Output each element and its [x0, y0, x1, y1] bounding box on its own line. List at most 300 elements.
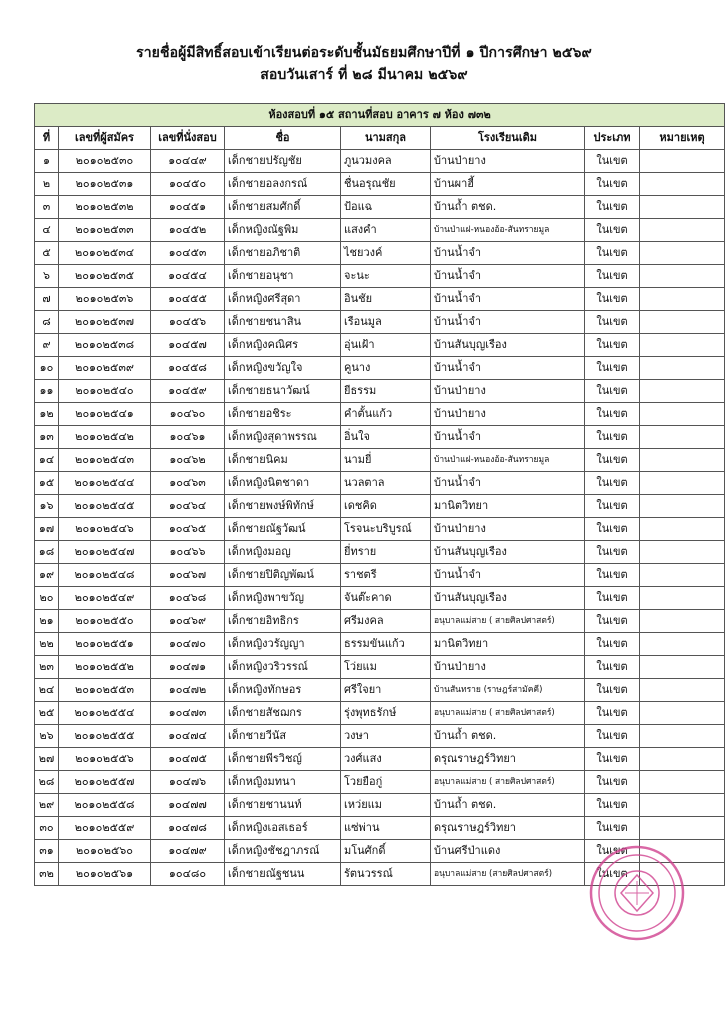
cell-candidate-type: ในเขต [585, 288, 640, 311]
cell-row-number: ๒๑ [35, 610, 59, 633]
table-row [35, 863, 725, 886]
document-header [0, 42, 728, 86]
cell-row-number: ๒๖ [35, 725, 59, 748]
cell-surname: ศรีใจยา [341, 679, 431, 702]
table-row [35, 679, 725, 702]
table-row [35, 196, 725, 219]
cell-surname: นวลตาล [341, 472, 431, 495]
cell-surname: ป้อแฉ [341, 196, 431, 219]
cell-seat-number: ๑๐๔๕๘ [151, 357, 225, 380]
cell-candidate-type: ในเขต [585, 380, 640, 403]
cell-candidate-type: ในเขต [585, 449, 640, 472]
cell-applicant-number: ๒๐๑๐๒๕๔๔ [59, 472, 151, 495]
table-row [35, 173, 725, 196]
cell-previous-school: บ้านน้ำจำ [431, 311, 585, 334]
cell-remark [640, 242, 725, 265]
cell-surname: ชื่นอรุณชัย [341, 173, 431, 196]
cell-previous-school: บ้านน้ำจำ [431, 288, 585, 311]
cell-remark [640, 403, 725, 426]
cell-seat-number: ๑๐๔๗๗ [151, 794, 225, 817]
cell-row-number: ๑๙ [35, 564, 59, 587]
cell-seat-number: ๑๐๔๗๓ [151, 702, 225, 725]
cell-remark [640, 173, 725, 196]
cell-seat-number: ๑๐๔๗๐ [151, 633, 225, 656]
cell-previous-school: บ้านน้ำจำ [431, 242, 585, 265]
cell-applicant-number: ๒๐๑๐๒๕๕๐ [59, 610, 151, 633]
cell-row-number: ๒๙ [35, 794, 59, 817]
cell-remark [640, 311, 725, 334]
cell-row-number: ๑๘ [35, 541, 59, 564]
title-line-2: สอบวันเสาร์ ที่ ๒๘ มีนาคม ๒๕๖๙ [260, 67, 468, 83]
cell-row-number: ๗ [35, 288, 59, 311]
cell-candidate-type: ในเขต [585, 219, 640, 242]
cell-surname: นามยี่ [341, 449, 431, 472]
cell-surname: เรือนมูล [341, 311, 431, 334]
cell-remark [640, 380, 725, 403]
cell-surname: โว่ยแม [341, 656, 431, 679]
cell-previous-school: ดรุณราษฎร์วิทยา [431, 817, 585, 840]
cell-seat-number: ๑๐๔๕๑ [151, 196, 225, 219]
table-row [35, 219, 725, 242]
cell-row-number: ๑๗ [35, 518, 59, 541]
cell-remark [640, 794, 725, 817]
col-header-surname: นามสกุล [341, 127, 431, 150]
cell-candidate-type: ในเขต [585, 840, 640, 863]
cell-seat-number: ๑๐๔๖๖ [151, 541, 225, 564]
cell-candidate-type: ในเขต [585, 426, 640, 449]
cell-first-name: เด็กชายสมศักดิ์ [225, 196, 341, 219]
cell-previous-school: มานิตวิทยา [431, 495, 585, 518]
cell-applicant-number: ๒๐๑๐๒๕๔๘ [59, 564, 151, 587]
table-row [35, 840, 725, 863]
candidate-table [34, 103, 725, 886]
cell-candidate-type: ในเขต [585, 679, 640, 702]
cell-surname: แซ่พ่าน [341, 817, 431, 840]
table-row [35, 656, 725, 679]
cell-first-name: เด็กหญิงคณิศร [225, 334, 341, 357]
table-row [35, 357, 725, 380]
cell-first-name: เด็กชายณัฐชนน [225, 863, 341, 886]
cell-candidate-type: ในเขต [585, 173, 640, 196]
column-header-row [35, 127, 725, 150]
cell-previous-school: บ้านป่ายาง [431, 150, 585, 173]
cell-seat-number: ๑๐๔๗๘ [151, 817, 225, 840]
cell-row-number: ๓๐ [35, 817, 59, 840]
col-header-school: โรงเรียนเดิม [431, 127, 585, 150]
cell-seat-number: ๑๐๔๖๒ [151, 449, 225, 472]
cell-seat-number: ๑๐๔๗๙ [151, 840, 225, 863]
cell-surname: โวยยือกู่ [341, 771, 431, 794]
cell-remark [640, 587, 725, 610]
cell-row-number: ๒๐ [35, 587, 59, 610]
cell-remark [640, 541, 725, 564]
table-row [35, 150, 725, 173]
cell-remark [640, 288, 725, 311]
cell-previous-school: บ้านน้ำจำ [431, 426, 585, 449]
cell-candidate-type: ในเขต [585, 242, 640, 265]
cell-applicant-number: ๒๐๑๐๒๕๓๖ [59, 288, 151, 311]
cell-applicant-number: ๒๐๑๐๒๕๖๐ [59, 840, 151, 863]
cell-candidate-type: ในเขต [585, 541, 640, 564]
table-row [35, 403, 725, 426]
cell-seat-number: ๑๐๔๕๐ [151, 173, 225, 196]
table-row [35, 748, 725, 771]
cell-row-number: ๒๒ [35, 633, 59, 656]
cell-row-number: ๖ [35, 265, 59, 288]
cell-first-name: เด็กชายชานนท์ [225, 794, 341, 817]
cell-first-name: เด็กชายปิติญพัฒน์ [225, 564, 341, 587]
cell-previous-school: อนุบาลแม่สาย ( สายศิลปศาสตร์) [431, 771, 585, 794]
table-row [35, 794, 725, 817]
cell-row-number: ๑๐ [35, 357, 59, 380]
cell-seat-number: ๑๐๔๖๐ [151, 403, 225, 426]
cell-applicant-number: ๒๐๑๐๒๕๔๒ [59, 426, 151, 449]
cell-surname: วงศ์แสง [341, 748, 431, 771]
cell-previous-school: อนุบาลแม่สาย ( สายศิลปศาสตร์) [431, 702, 585, 725]
cell-candidate-type: ในเขต [585, 817, 640, 840]
cell-surname: ธรรมขันแก้ว [341, 633, 431, 656]
cell-surname: จันต๊ะคาด [341, 587, 431, 610]
cell-remark [640, 472, 725, 495]
table-row [35, 771, 725, 794]
col-header-seat-no: เลขที่นั่งสอบ [151, 127, 225, 150]
cell-first-name: เด็กชายสัชฌกร [225, 702, 341, 725]
cell-previous-school: บ้านป่ายาง [431, 518, 585, 541]
cell-seat-number: ๑๐๔๗๑ [151, 656, 225, 679]
cell-row-number: ๙ [35, 334, 59, 357]
cell-row-number: ๓๒ [35, 863, 59, 886]
cell-first-name: เด็กหญิงพาขวัญ [225, 587, 341, 610]
cell-remark [640, 265, 725, 288]
cell-remark [640, 495, 725, 518]
cell-previous-school: บ้านป่าแฝ-หนองอ้อ-สันทรายมูล [431, 449, 585, 472]
table-row [35, 633, 725, 656]
cell-applicant-number: ๒๐๑๐๒๕๕๕ [59, 725, 151, 748]
cell-remark [640, 334, 725, 357]
cell-remark [640, 679, 725, 702]
cell-applicant-number: ๒๐๑๐๒๕๓๑ [59, 173, 151, 196]
cell-candidate-type: ในเขต [585, 702, 640, 725]
cell-row-number: ๑๒ [35, 403, 59, 426]
cell-candidate-type: ในเขต [585, 265, 640, 288]
cell-applicant-number: ๒๐๑๐๒๕๓๔ [59, 242, 151, 265]
cell-applicant-number: ๒๐๑๐๒๕๔๐ [59, 380, 151, 403]
cell-remark [640, 449, 725, 472]
cell-seat-number: ๑๐๔๕๕ [151, 288, 225, 311]
cell-previous-school: บ้านน้ำจำ [431, 564, 585, 587]
cell-candidate-type: ในเขต [585, 357, 640, 380]
table-row [35, 564, 725, 587]
cell-surname: แสงคำ [341, 219, 431, 242]
cell-remark [640, 817, 725, 840]
cell-first-name: เด็กชายชนาสิน [225, 311, 341, 334]
cell-surname: ยีธรรม [341, 380, 431, 403]
title-line-1: รายชื่อผู้มีสิทธิ์สอบเข้าเรียนต่อระดับชั้นมัธยมศึกษาปีที่ ๑ ปีการศึกษา ๒๕๖๙ [136, 45, 592, 61]
cell-previous-school: บ้านถ้ำ ตชด. [431, 794, 585, 817]
cell-first-name: เด็กชายปรัญชัย [225, 150, 341, 173]
cell-candidate-type: ในเขต [585, 587, 640, 610]
cell-candidate-type: ในเขต [585, 472, 640, 495]
cell-surname: อุ่นเฝ้า [341, 334, 431, 357]
cell-surname: คำตั้นแก้ว [341, 403, 431, 426]
cell-row-number: ๘ [35, 311, 59, 334]
cell-row-number: ๓ [35, 196, 59, 219]
col-header-applicant-no: เลขที่ผู้สมัคร [59, 127, 151, 150]
cell-remark [640, 840, 725, 863]
cell-first-name: เด็กหญิงวรัญญา [225, 633, 341, 656]
cell-remark [640, 219, 725, 242]
cell-applicant-number: ๒๐๑๐๒๕๓๗ [59, 311, 151, 334]
cell-seat-number: ๑๐๔๗๔ [151, 725, 225, 748]
cell-seat-number: ๑๐๔๖๘ [151, 587, 225, 610]
cell-surname: จะนะ [341, 265, 431, 288]
table-row [35, 334, 725, 357]
room-header: ห้องสอบที่ ๑๕ สถานที่สอบ อาคาร ๗ ห้อง ๗๓๒ [35, 104, 725, 127]
cell-applicant-number: ๒๐๑๐๒๕๕๗ [59, 771, 151, 794]
cell-first-name: เด็กชายอภิชาติ [225, 242, 341, 265]
cell-first-name: เด็กหญิงสุดาพรรณ [225, 426, 341, 449]
cell-applicant-number: ๒๐๑๐๒๕๓๘ [59, 334, 151, 357]
table-row [35, 449, 725, 472]
cell-row-number: ๒๕ [35, 702, 59, 725]
cell-candidate-type: ในเขต [585, 610, 640, 633]
cell-seat-number: ๑๐๔๕๓ [151, 242, 225, 265]
cell-seat-number: ๑๐๔๖๔ [151, 495, 225, 518]
cell-row-number: ๒ [35, 173, 59, 196]
cell-seat-number: ๑๐๔๕๔ [151, 265, 225, 288]
cell-seat-number: ๑๐๔๕๒ [151, 219, 225, 242]
cell-first-name: เด็กหญิงชัชฎาภรณ์ [225, 840, 341, 863]
cell-surname: เดชคิด [341, 495, 431, 518]
table-row [35, 610, 725, 633]
col-header-type: ประเภท [585, 127, 640, 150]
cell-previous-school: ดรุณราษฎร์วิทยา [431, 748, 585, 771]
cell-applicant-number: ๒๐๑๐๒๕๕๑ [59, 633, 151, 656]
cell-previous-school: อนุบาลแม่สาย ( สายศิลปศาสตร์) [431, 610, 585, 633]
cell-first-name: เด็กชายธนาวัฒน์ [225, 380, 341, 403]
cell-previous-school: บ้านสันบุญเรือง [431, 587, 585, 610]
cell-seat-number: ๑๐๔๕๙ [151, 380, 225, 403]
cell-previous-school: บ้านสันทราย (ราษฎร์สามัคคี) [431, 679, 585, 702]
cell-candidate-type: ในเขต [585, 150, 640, 173]
cell-row-number: ๕ [35, 242, 59, 265]
cell-previous-school: บ้านน้ำจำ [431, 357, 585, 380]
cell-row-number: ๒๓ [35, 656, 59, 679]
table-row [35, 380, 725, 403]
cell-first-name: เด็กชายอนุชา [225, 265, 341, 288]
cell-applicant-number: ๒๐๑๐๒๕๔๙ [59, 587, 151, 610]
cell-first-name: เด็กชายอิทธิกร [225, 610, 341, 633]
cell-seat-number: ๑๐๔๘๐ [151, 863, 225, 886]
cell-seat-number: ๑๐๔๕๖ [151, 311, 225, 334]
cell-applicant-number: ๒๐๑๐๒๕๔๑ [59, 403, 151, 426]
cell-seat-number: ๑๐๔๖๑ [151, 426, 225, 449]
cell-row-number: ๑๓ [35, 426, 59, 449]
cell-first-name: เด็กหญิงมทนา [225, 771, 341, 794]
cell-row-number: ๓๑ [35, 840, 59, 863]
cell-applicant-number: ๒๐๑๐๒๕๕๒ [59, 656, 151, 679]
table-row [35, 817, 725, 840]
cell-row-number: ๑๑ [35, 380, 59, 403]
cell-remark [640, 748, 725, 771]
cell-candidate-type: ในเขต [585, 311, 640, 334]
cell-candidate-type: ในเขต [585, 725, 640, 748]
cell-surname: คูนาง [341, 357, 431, 380]
cell-previous-school: บ้านถ้ำ ตชด. [431, 196, 585, 219]
cell-applicant-number: ๒๐๑๐๒๕๕๔ [59, 702, 151, 725]
cell-previous-school: บ้านน้ำจำ [431, 265, 585, 288]
cell-remark [640, 357, 725, 380]
cell-seat-number: ๑๐๔๔๙ [151, 150, 225, 173]
table-row [35, 242, 725, 265]
cell-first-name: เด็กชายอลงกรณ์ [225, 173, 341, 196]
cell-remark [640, 426, 725, 449]
cell-surname: ศรีมงคล [341, 610, 431, 633]
cell-candidate-type: ในเขต [585, 334, 640, 357]
table-row [35, 725, 725, 748]
cell-row-number: ๑๔ [35, 449, 59, 472]
table-row [35, 541, 725, 564]
col-header-no: ที่ [35, 127, 59, 150]
cell-row-number: ๑๖ [35, 495, 59, 518]
table-row [35, 472, 725, 495]
room-header-row [35, 104, 725, 127]
cell-applicant-number: ๒๐๑๐๒๕๕๙ [59, 817, 151, 840]
cell-candidate-type: ในเขต [585, 863, 640, 886]
cell-candidate-type: ในเขต [585, 518, 640, 541]
table-row [35, 265, 725, 288]
col-header-note: หมายเหตุ [640, 127, 725, 150]
cell-previous-school: บ้านป่ายาง [431, 656, 585, 679]
cell-surname: รัตนวรรณ์ [341, 863, 431, 886]
table-row [35, 587, 725, 610]
cell-first-name: เด็กหญิงเอสเธอร์ [225, 817, 341, 840]
cell-surname: ไชยวงค์ [341, 242, 431, 265]
cell-row-number: ๑ [35, 150, 59, 173]
table-row [35, 518, 725, 541]
cell-applicant-number: ๒๐๑๐๒๕๓๒ [59, 196, 151, 219]
cell-candidate-type: ในเขต [585, 771, 640, 794]
cell-seat-number: ๑๐๔๕๗ [151, 334, 225, 357]
cell-applicant-number: ๒๐๑๐๒๕๕๖ [59, 748, 151, 771]
cell-previous-school: อนุบาลแม่สาย (สายศิลปศาสตร์) [431, 863, 585, 886]
cell-seat-number: ๑๐๔๗๖ [151, 771, 225, 794]
cell-row-number: ๒๗ [35, 748, 59, 771]
cell-first-name: เด็กชายพงษ์พิทักษ์ [225, 495, 341, 518]
table-row [35, 495, 725, 518]
cell-first-name: เด็กหญิงทักษอร [225, 679, 341, 702]
cell-surname: ราชตรี [341, 564, 431, 587]
cell-applicant-number: ๒๐๑๐๒๕๓๓ [59, 219, 151, 242]
cell-seat-number: ๑๐๔๖๕ [151, 518, 225, 541]
cell-candidate-type: ในเขต [585, 794, 640, 817]
cell-surname: อินชัย [341, 288, 431, 311]
cell-remark [640, 771, 725, 794]
cell-first-name: เด็กหญิงวริวรรณ์ [225, 656, 341, 679]
cell-first-name: เด็กหญิงณัฐพิม [225, 219, 341, 242]
cell-surname: เหว่ยแม [341, 794, 431, 817]
cell-remark [640, 863, 725, 886]
cell-candidate-type: ในเขต [585, 656, 640, 679]
cell-applicant-number: ๒๐๑๐๒๕๖๑ [59, 863, 151, 886]
table-row [35, 426, 725, 449]
cell-previous-school: บ้านป่ายาง [431, 403, 585, 426]
cell-applicant-number: ๒๐๑๐๒๕๔๓ [59, 449, 151, 472]
cell-previous-school: บ้านสันบุญเรือง [431, 541, 585, 564]
cell-applicant-number: ๒๐๑๐๒๕๓๙ [59, 357, 151, 380]
cell-first-name: เด็กหญิงนิตชาดา [225, 472, 341, 495]
cell-candidate-type: ในเขต [585, 748, 640, 771]
cell-seat-number: ๑๐๔๖๓ [151, 472, 225, 495]
table-row [35, 311, 725, 334]
cell-seat-number: ๑๐๔๖๗ [151, 564, 225, 587]
cell-applicant-number: ๒๐๑๐๒๕๓๐ [59, 150, 151, 173]
cell-previous-school: บ้านป่ายาง [431, 380, 585, 403]
cell-row-number: ๒๘ [35, 771, 59, 794]
cell-remark [640, 518, 725, 541]
cell-row-number: ๑๕ [35, 472, 59, 495]
cell-remark [640, 633, 725, 656]
cell-row-number: ๒๔ [35, 679, 59, 702]
cell-previous-school: มานิตวิทยา [431, 633, 585, 656]
cell-applicant-number: ๒๐๑๐๒๕๓๕ [59, 265, 151, 288]
cell-row-number: ๔ [35, 219, 59, 242]
cell-seat-number: ๑๐๔๖๙ [151, 610, 225, 633]
cell-candidate-type: ในเขต [585, 633, 640, 656]
cell-surname: รุ่งพุทธรักษ์ [341, 702, 431, 725]
cell-applicant-number: ๒๐๑๐๒๕๔๖ [59, 518, 151, 541]
cell-first-name: เด็กหญิงศรีสุดา [225, 288, 341, 311]
cell-applicant-number: ๒๐๑๐๒๕๕๘ [59, 794, 151, 817]
col-header-name: ชื่อ [225, 127, 341, 150]
cell-previous-school: บ้านถ้ำ ตชด. [431, 725, 585, 748]
cell-surname: อิ่นใจ [341, 426, 431, 449]
cell-surname: โรจนะบริบูรณ์ [341, 518, 431, 541]
cell-remark [640, 702, 725, 725]
cell-remark [640, 150, 725, 173]
cell-remark [640, 196, 725, 219]
cell-first-name: เด็กชายพีรวิชญ์ [225, 748, 341, 771]
table-body [35, 150, 725, 886]
cell-previous-school: บ้านสันบุญเรือง [431, 334, 585, 357]
cell-seat-number: ๑๐๔๗๕ [151, 748, 225, 771]
cell-surname: ยี่ทราย [341, 541, 431, 564]
cell-applicant-number: ๒๐๑๐๒๕๔๗ [59, 541, 151, 564]
cell-candidate-type: ในเขต [585, 495, 640, 518]
cell-seat-number: ๑๐๔๗๒ [151, 679, 225, 702]
cell-previous-school: บ้านผาฮี้ [431, 173, 585, 196]
cell-previous-school: บ้านป่าแฝ-หนองอ้อ-สันทรายมูล [431, 219, 585, 242]
cell-first-name: เด็กชายนิคม [225, 449, 341, 472]
cell-previous-school: บ้านน้ำจำ [431, 472, 585, 495]
cell-first-name: เด็กชายวีนัส [225, 725, 341, 748]
cell-remark [640, 725, 725, 748]
cell-applicant-number: ๒๐๑๐๒๕๕๓ [59, 679, 151, 702]
cell-first-name: เด็กชายณัฐวัฒน์ [225, 518, 341, 541]
cell-remark [640, 656, 725, 679]
cell-previous-school: บ้านศรีป่าแดง [431, 840, 585, 863]
table-row [35, 288, 725, 311]
cell-surname: วงษา [341, 725, 431, 748]
table-row [35, 702, 725, 725]
cell-first-name: เด็กชายอชิระ [225, 403, 341, 426]
cell-candidate-type: ในเขต [585, 196, 640, 219]
cell-applicant-number: ๒๐๑๐๒๕๔๕ [59, 495, 151, 518]
cell-surname: ภูนวมงคล [341, 150, 431, 173]
cell-first-name: เด็กหญิงขวัญใจ [225, 357, 341, 380]
cell-remark [640, 610, 725, 633]
cell-remark [640, 564, 725, 587]
